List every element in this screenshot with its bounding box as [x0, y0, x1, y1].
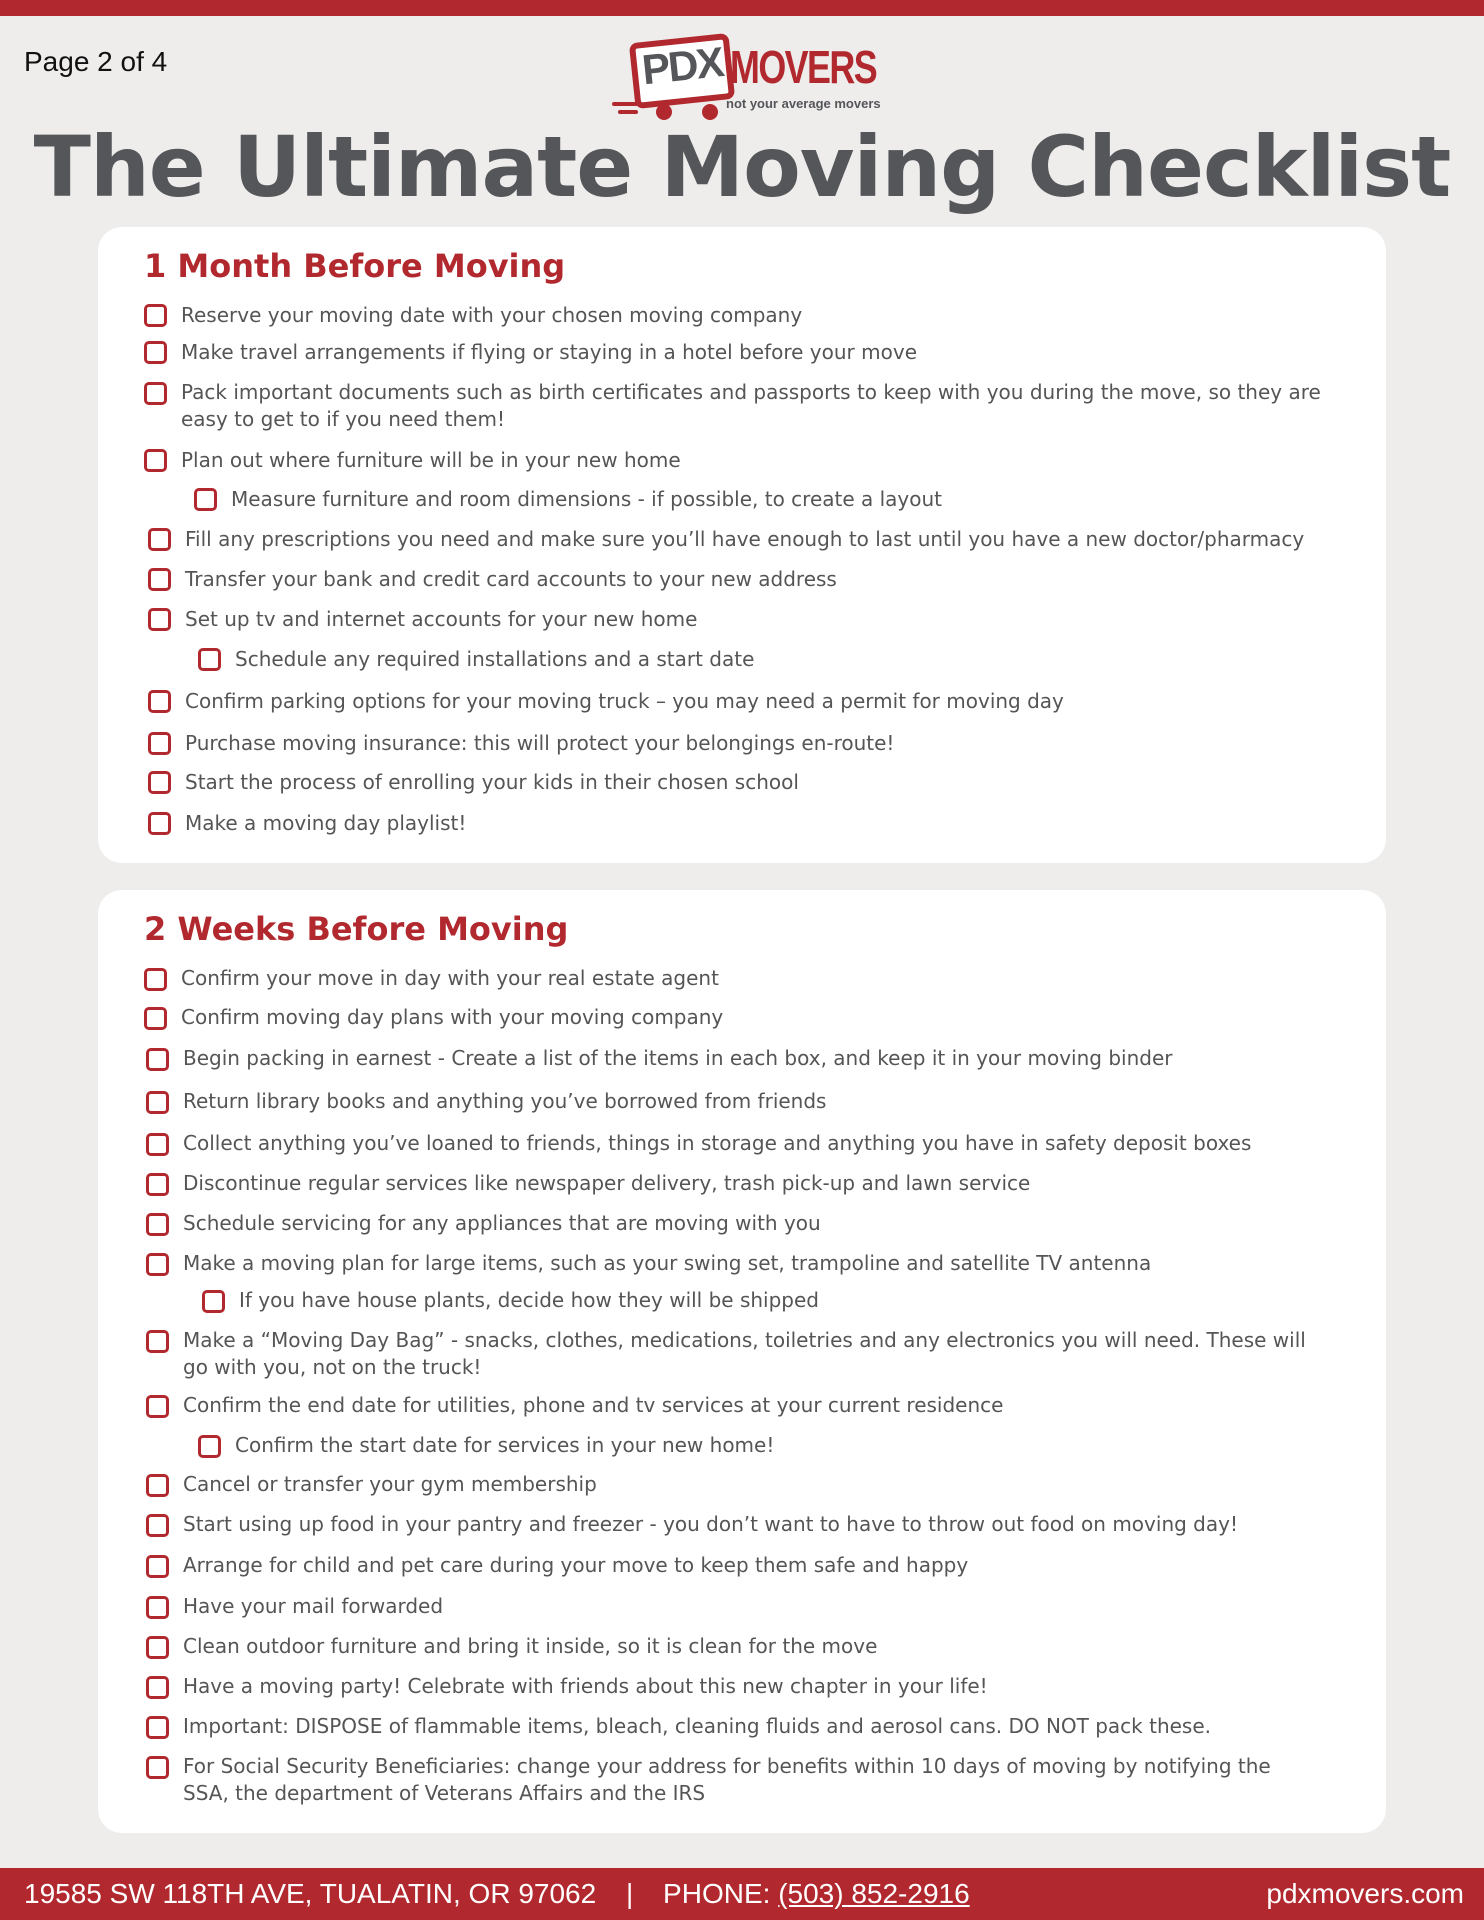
checkbox[interactable] — [202, 1290, 225, 1313]
logo-tagline: not your average movers — [726, 96, 881, 111]
checkbox[interactable] — [146, 1716, 169, 1739]
item-text: Confirm parking options for your moving truck – you may need a permit for moving day — [185, 689, 1064, 713]
item-text: Begin packing in earnest - Create a list of the items in each box, and keep it in your moving binder — [183, 1046, 1173, 1070]
footer-address: 19585 SW 118TH AVE, TUALATIN, OR 97062 — [24, 1878, 597, 1909]
checkbox[interactable] — [148, 771, 171, 794]
checkbox[interactable] — [144, 1007, 167, 1030]
footer-website[interactable]: pdxmovers.com — [1266, 1878, 1464, 1909]
item-text: Confirm the end date for utilities, phone and tv services at your current residence — [183, 1393, 1004, 1417]
checkbox[interactable] — [146, 1756, 169, 1779]
item-text: Purchase moving insurance: this will protect your belongings en-route! — [185, 731, 895, 755]
logo-movers-text: MOVERS — [730, 41, 877, 93]
item-text: For Social Security Beneficiaries: change your address for benefits within 10 days of moving by notifying the SSA, the department of Veterans Affairs and the IRS — [183, 1754, 1271, 1805]
checkbox[interactable] — [198, 648, 221, 671]
checkbox[interactable] — [144, 304, 167, 327]
checkbox[interactable] — [146, 1514, 169, 1537]
item-text: Make travel arrangements if flying or staying in a hotel before your move — [181, 340, 917, 364]
item-text: Transfer your bank and credit card accounts to your new address — [185, 567, 837, 591]
checkbox[interactable] — [148, 812, 171, 835]
checkbox[interactable] — [148, 528, 171, 551]
checkbox[interactable] — [146, 1474, 169, 1497]
checkbox[interactable] — [148, 568, 171, 591]
checkbox[interactable] — [144, 382, 167, 405]
item-text: Have your mail forwarded — [183, 1594, 444, 1618]
checkbox[interactable] — [146, 1330, 169, 1353]
checkbox[interactable] — [194, 488, 217, 511]
checkbox[interactable] — [146, 1091, 169, 1114]
item-text: Start the process of enrolling your kids in their chosen school — [185, 770, 799, 794]
item-text: Discontinue regular services like newspaper delivery, trash pick-up and lawn service — [183, 1171, 1031, 1195]
checkbox[interactable] — [146, 1555, 169, 1578]
checkbox[interactable] — [148, 732, 171, 755]
item-text: Arrange for child and pet care during your move to keep them safe and happy — [183, 1553, 969, 1577]
checkbox[interactable] — [146, 1048, 169, 1071]
item-text: Clean outdoor furniture and bring it inside, so it is clean for the move — [183, 1634, 878, 1658]
footer-bar — [0, 1868, 1484, 1920]
checkbox[interactable] — [144, 449, 167, 472]
checkbox[interactable] — [146, 1596, 169, 1619]
checkbox[interactable] — [148, 608, 171, 631]
item-text: Plan out where furniture will be in your new home — [181, 448, 681, 472]
item-text: Return library books and anything you’ve borrowed from friends — [183, 1089, 827, 1113]
item-text: If you have house plants, decide how they will be shipped — [239, 1288, 819, 1312]
checkbox[interactable] — [148, 690, 171, 713]
item-text: Important: DISPOSE of flammable items, bleach, cleaning fluids and aerosol cans. DO NOT pack these. — [183, 1714, 1212, 1738]
footer-phone-label: PHONE: — [663, 1878, 771, 1909]
item-text: Make a moving day playlist! — [185, 811, 467, 835]
item-text: Measure furniture and room dimensions - if possible, to create a layout — [231, 487, 943, 511]
section-card-2-weeks — [98, 890, 1386, 1833]
item-text: Fill any prescriptions you need and make sure you’ll have enough to last until you have a new doctor/pharmacy — [185, 527, 1305, 551]
logo-pdx-text: PDX — [639, 38, 725, 94]
footer-contact — [24, 1878, 970, 1910]
logo-speed-line — [612, 102, 638, 106]
checkbox[interactable] — [146, 1173, 169, 1196]
checkbox[interactable] — [146, 1395, 169, 1418]
footer-separator: | — [625, 1878, 634, 1909]
item-text: Collect anything you’ve loaned to friends, things in storage and anything you have in safety deposit boxes — [183, 1131, 1252, 1155]
item-text: Schedule servicing for any appliances that are moving with you — [183, 1211, 821, 1235]
checkbox[interactable] — [146, 1676, 169, 1699]
item-text: Confirm the start date for services in your new home! — [235, 1433, 775, 1457]
checkbox[interactable] — [198, 1435, 221, 1458]
item-text: Set up tv and internet accounts for your new home — [185, 607, 698, 631]
item-text: Confirm your move in day with your real estate agent — [181, 966, 719, 990]
item-text: Start using up food in your pantry and freezer - you don’t want to have to throw out food on moving day! — [183, 1512, 1238, 1536]
top-accent-bar — [0, 0, 1484, 16]
section-card-1-month — [98, 227, 1386, 863]
checkbox[interactable] — [144, 968, 167, 991]
item-text: Reserve your moving date with your chosen moving company — [181, 303, 803, 327]
checkbox[interactable] — [144, 341, 167, 364]
page-title: The Ultimate Moving Checklist — [33, 118, 1451, 216]
section-heading: 1 Month Before Moving — [144, 247, 566, 285]
item-text: Make a “Moving Day Bag” - snacks, clothes, medications, toiletries and any electronics you will need. These will go with you, not on the truck! — [183, 1328, 1306, 1379]
checkbox[interactable] — [146, 1133, 169, 1156]
item-text: Cancel or transfer your gym membership — [183, 1472, 597, 1496]
checkbox[interactable] — [146, 1636, 169, 1659]
item-text: Have a moving party! Celebrate with friends about this new chapter in your life! — [183, 1674, 988, 1698]
item-text: Confirm moving day plans with your moving company — [181, 1005, 724, 1029]
checkbox[interactable] — [146, 1213, 169, 1236]
page-indicator: Page 2 of 4 — [24, 46, 168, 77]
item-text: Pack important documents such as birth certificates and passports to keep with you during the move, so they are easy to get to if you need them! — [181, 380, 1321, 431]
logo-speed-line — [618, 110, 638, 114]
section-heading: 2 Weeks Before Moving — [144, 910, 569, 948]
pdx-movers-logo — [612, 32, 881, 122]
item-text: Schedule any required installations and a start date — [235, 647, 755, 671]
footer-phone-link[interactable]: (503) 852-2916 — [778, 1878, 970, 1909]
item-text: Make a moving plan for large items, such as your swing set, trampoline and satellite TV antenna — [183, 1251, 1152, 1275]
checkbox[interactable] — [146, 1253, 169, 1276]
